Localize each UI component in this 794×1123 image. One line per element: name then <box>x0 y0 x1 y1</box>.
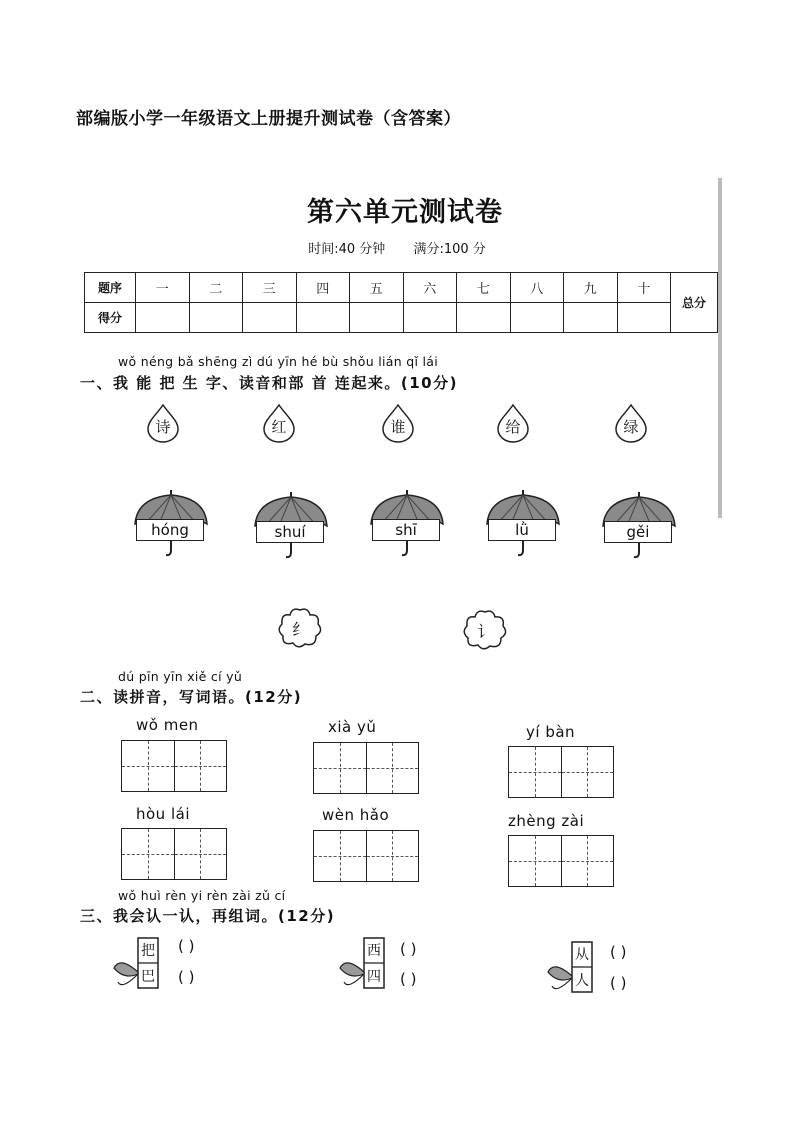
grid-cell[interactable] <box>314 831 366 881</box>
answer-blank[interactable]: ( ) <box>400 970 417 988</box>
section1-pinyin: wǒ néng bǎ shēng zì dú yīn hé bù shǒu lián qǐ lái <box>118 354 438 369</box>
answer-blank[interactable]: ( ) <box>610 974 627 992</box>
score-col: 二 <box>189 273 243 303</box>
score-table-score-row <box>85 303 718 333</box>
writing-grid[interactable] <box>121 828 227 880</box>
flower-radical: 纟 <box>291 620 308 639</box>
plant-character: 巴 <box>141 969 155 985</box>
scan-edge <box>718 178 722 518</box>
radical-flower[interactable] <box>461 608 509 652</box>
word-pinyin: hòu lái <box>136 805 190 823</box>
writing-grid[interactable] <box>508 746 614 798</box>
score-col: 三 <box>243 273 297 303</box>
umbrella-pinyin: gěi <box>604 521 672 543</box>
character-drop[interactable] <box>146 403 180 443</box>
score-cell[interactable] <box>564 303 618 333</box>
grid-cell[interactable] <box>174 829 227 879</box>
character-drop[interactable] <box>614 403 648 443</box>
pinyin-umbrella[interactable] <box>601 490 677 572</box>
word-pinyin: zhèng zài <box>508 812 585 830</box>
writing-grid[interactable] <box>121 740 227 792</box>
score-cell[interactable] <box>510 303 564 333</box>
grid-cell[interactable] <box>366 743 419 793</box>
exam-time: 时间:40 分钟 <box>308 242 386 257</box>
score-cell[interactable] <box>457 303 511 333</box>
word-pinyin: wèn hǎo <box>322 806 390 824</box>
score-cell[interactable] <box>403 303 457 333</box>
grid-cell[interactable] <box>174 741 227 791</box>
answer-blank[interactable]: ( ) <box>400 940 417 958</box>
plant-character: 人 <box>575 973 589 989</box>
score-cell[interactable] <box>189 303 243 333</box>
score-col: 十 <box>617 273 671 303</box>
character-plant <box>112 934 168 998</box>
writing-grid[interactable] <box>313 830 419 882</box>
exam-meta <box>0 238 794 257</box>
score-col: 五 <box>350 273 404 303</box>
document-title: 部编版小学一年级语文上册提升测试卷（含答案） <box>76 109 461 129</box>
score-col: 四 <box>296 273 350 303</box>
character-drop[interactable] <box>381 403 415 443</box>
character-drop[interactable] <box>262 403 296 443</box>
score-cell[interactable] <box>296 303 350 333</box>
drop-character: 诗 <box>155 418 171 436</box>
score-table-header-row <box>85 273 718 303</box>
umbrella-pinyin: hóng <box>136 519 204 541</box>
drop-character: 谁 <box>390 418 406 436</box>
plant-character: 从 <box>575 947 589 963</box>
umbrella-pinyin: lǜ <box>488 519 556 541</box>
score-cell[interactable] <box>617 303 671 333</box>
section1-title: 一、我 能 把 生 字、读音和部 首 连起来。(10分) <box>80 374 458 392</box>
drop-character: 给 <box>505 418 521 436</box>
umbrella-pinyin: shuí <box>256 521 324 543</box>
grid-cell[interactable] <box>122 741 174 791</box>
pinyin-umbrella[interactable] <box>485 488 561 570</box>
pinyin-umbrella[interactable] <box>369 488 445 570</box>
score-col: 八 <box>510 273 564 303</box>
grid-cell[interactable] <box>314 743 366 793</box>
exam-title: 第六单元测试卷 <box>307 197 503 228</box>
word-pinyin: xià yǔ <box>328 718 377 736</box>
character-drop[interactable] <box>496 403 530 443</box>
radical-flower[interactable] <box>276 606 324 650</box>
writing-grid[interactable] <box>313 742 419 794</box>
grid-cell[interactable] <box>509 747 561 797</box>
score-col: 六 <box>403 273 457 303</box>
score-cell[interactable] <box>243 303 297 333</box>
answer-blank[interactable]: ( ) <box>610 943 627 961</box>
score-row-label: 题序 <box>85 273 136 303</box>
plant-character: 把 <box>141 943 155 959</box>
section3-pinyin: wǒ huì rèn yi rèn zài zǔ cí <box>118 888 286 903</box>
character-plant <box>338 934 394 998</box>
drop-character: 绿 <box>623 418 639 436</box>
score-row-label: 得分 <box>85 303 136 333</box>
grid-cell[interactable] <box>509 836 561 886</box>
pinyin-umbrella[interactable] <box>133 488 209 570</box>
score-cell[interactable] <box>350 303 404 333</box>
grid-cell[interactable] <box>122 829 174 879</box>
plant-character: 西 <box>367 943 381 959</box>
answer-blank[interactable]: ( ) <box>178 937 195 955</box>
pinyin-umbrella[interactable] <box>253 490 329 572</box>
word-pinyin: wǒ men <box>136 716 199 734</box>
score-col: 七 <box>457 273 511 303</box>
plant-character: 四 <box>367 969 381 985</box>
exam-full-score: 满分:100 分 <box>413 242 486 257</box>
drop-character: 红 <box>271 418 287 436</box>
section2-pinyin: dú pīn yīn xiě cí yǔ <box>118 669 243 684</box>
character-plant <box>546 938 602 1002</box>
score-table <box>84 272 718 333</box>
grid-cell[interactable] <box>561 747 614 797</box>
grid-cell[interactable] <box>366 831 419 881</box>
section2-title: 二、读拼音，写词语。(12分) <box>80 688 303 706</box>
score-col: 九 <box>564 273 618 303</box>
grid-cell[interactable] <box>561 836 614 886</box>
writing-grid[interactable] <box>508 835 614 887</box>
umbrella-pinyin: shī <box>372 519 440 541</box>
score-cell[interactable] <box>136 303 190 333</box>
answer-blank[interactable]: ( ) <box>178 968 195 986</box>
section3-title: 三、我会认一认，再组词。(12分) <box>80 907 336 925</box>
flower-radical: 讠 <box>476 622 493 641</box>
score-col: 一 <box>136 273 190 303</box>
word-pinyin: yí bàn <box>526 723 576 741</box>
score-total-label: 总分 <box>671 273 718 333</box>
